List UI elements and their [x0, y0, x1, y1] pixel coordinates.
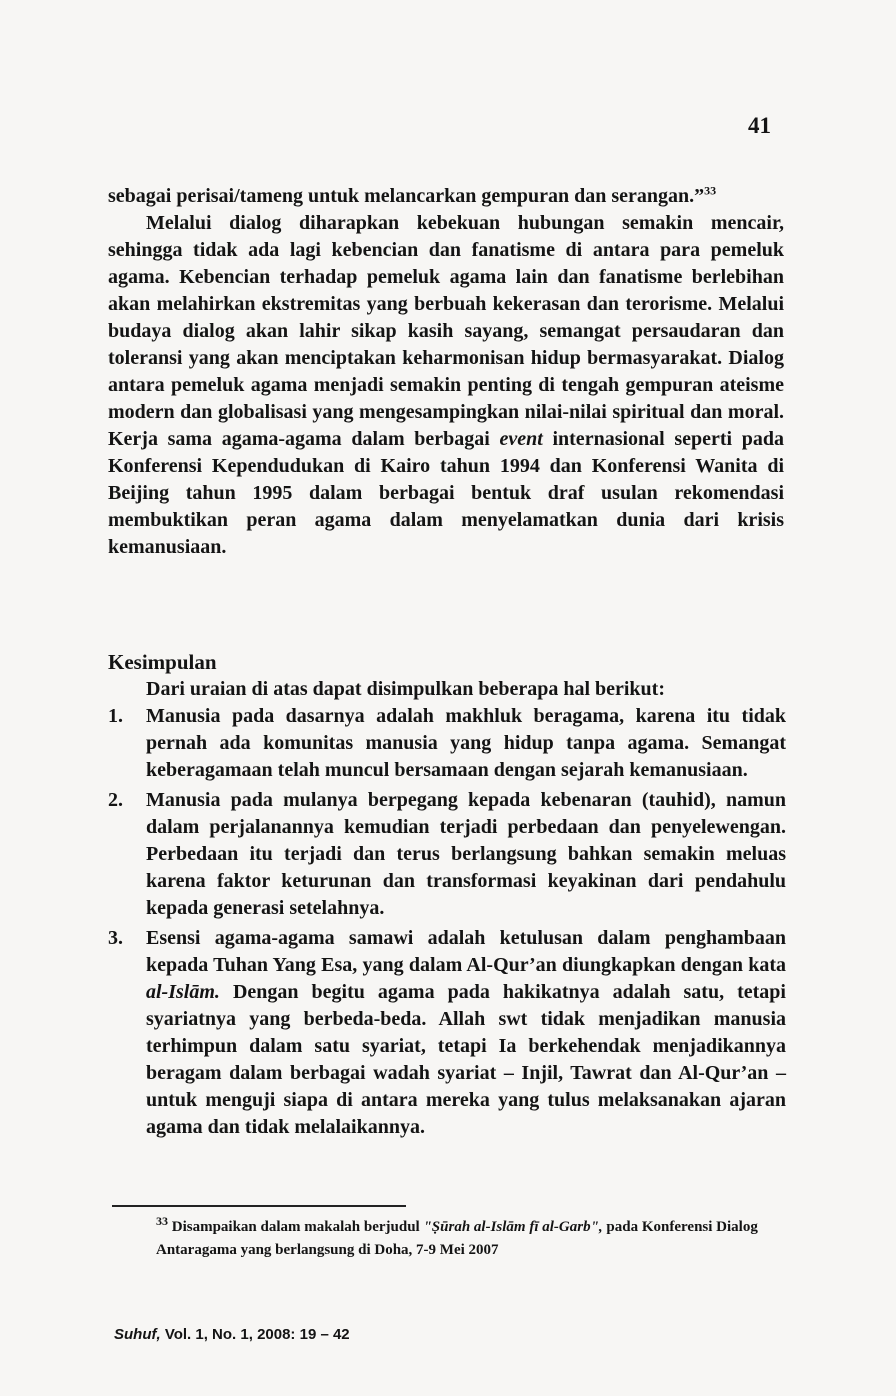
paragraph-text: internasional seperti pada Konferensi Kependudukan di Kairo tahun 1994 dan Konferensi Wanita di Beijing tahun 1995 dalam berbagai bentuk draf usulan rekomendasi membuktikan peran agama dalam menyelamatkan dunia dari krisis kemanusiaan. [108, 428, 784, 558]
paragraph-dialog [108, 210, 784, 561]
footnote-divider [112, 1205, 406, 1207]
footnote [110, 1216, 786, 1262]
list-item [108, 787, 786, 922]
body-text [108, 183, 784, 561]
list-item [108, 703, 786, 784]
section-heading: Kesimpulan [108, 650, 217, 674]
text-run: Esensi agama-agama samawi adalah ketulusan dalam penghambaan kepada Tuhan Yang Esa, yang dalam Al-Qur’an diungkapkan dengan kata [146, 927, 786, 976]
footnote-reference: 33 [704, 183, 717, 198]
conclusion-intro: Dari uraian di atas dapat disimpulkan beberapa hal berikut: [146, 678, 665, 700]
list-item [108, 925, 786, 1141]
footnote-marker: 33 [156, 1214, 168, 1228]
footnote-italic-title: "Ṣūrah al-Islām fī al-Garb", [423, 1219, 603, 1235]
list-item-text: Manusia pada dasarnya adalah makhluk beragama, karena itu tidak pernah ada komunitas manusia yang hidup tanpa agama. Semangat keberagamaan telah muncul bersamaan dengan sejarah kemanusiaan. [146, 705, 786, 781]
journal-name: Suhuf, [114, 1326, 161, 1343]
list-number: 1. [108, 705, 123, 727]
footnote-text: Disampaikan dalam makalah berjudul [168, 1219, 424, 1235]
text-run: Dengan begitu agama pada hakikatnya adalah satu, tetapi syariatnya yang berbeda-beda. Allah swt tidak menjadikan manusia terhimpun dalam satu syariat, tetapi Ia berkehendak menjadikannya beragam dalam berbagai wadah syariat – Injil, Tawrat dan Al-Qur’an – untuk menguji siapa di antara mereka yang tulus melaksanakan ajaran agama dan tidak melalaikannya. [146, 981, 786, 1138]
paragraph-text: sebagai perisai/tameng untuk melancarkan gempuran dan serangan.” [108, 185, 705, 207]
paragraph-text: Melalui dialog diharapkan kebekuan hubungan semakin mencair, sehingga tidak ada lagi kebencian dan fanatisme di antara para pemeluk agama. Kebencian terhadap pemeluk agama lain dan fanatisme berlebihan akan melahirkan ekstremitas yang berbuah kekerasan dan terorisme. Melalui budaya dialog akan lahir sikap kasih sayang, semangat persaudaran dan toleransi yang akan menciptakan keharmonisan hidup bermasyarakat. Dialog antara pemeluk agama menjadi semakin penting di tengah gempuran ateisme modern dan globalisasi yang mengesampingkan nilai-nilai spiritual dan moral. Kerja sama agama-agama dalam berbagai [108, 212, 784, 450]
list-number: 3. [108, 927, 123, 949]
list-number: 2. [108, 789, 123, 811]
running-footer [114, 1326, 350, 1343]
journal-details: Vol. 1, No. 1, 2008: 19 – 42 [160, 1326, 350, 1343]
conclusion-list [108, 703, 786, 1144]
paragraph-continuation [108, 183, 784, 210]
footnote-body [110, 1216, 786, 1262]
list-item-text: Manusia pada mulanya berpegang kepada kebenaran (tauhid), namun dalam perjalanannya kemudian terjadi perbedaan dan penyelewengan. Perbedaan itu terjadi dan terus berlangsung bahkan semakin meluas karena faktor keturunan dan transformasi keyakinan dari pendahulu kepada generasi setelahnya. [146, 789, 786, 919]
italic-term: al-Islām. [146, 981, 220, 1003]
italic-term: event [499, 428, 543, 450]
list-item-text [146, 925, 786, 1141]
page-number: 41 [748, 113, 771, 138]
footnote-text: pada Konferensi Dialog Antaragama yang berlangsung di Doha, 7-9 Mei 2007 [156, 1219, 758, 1258]
